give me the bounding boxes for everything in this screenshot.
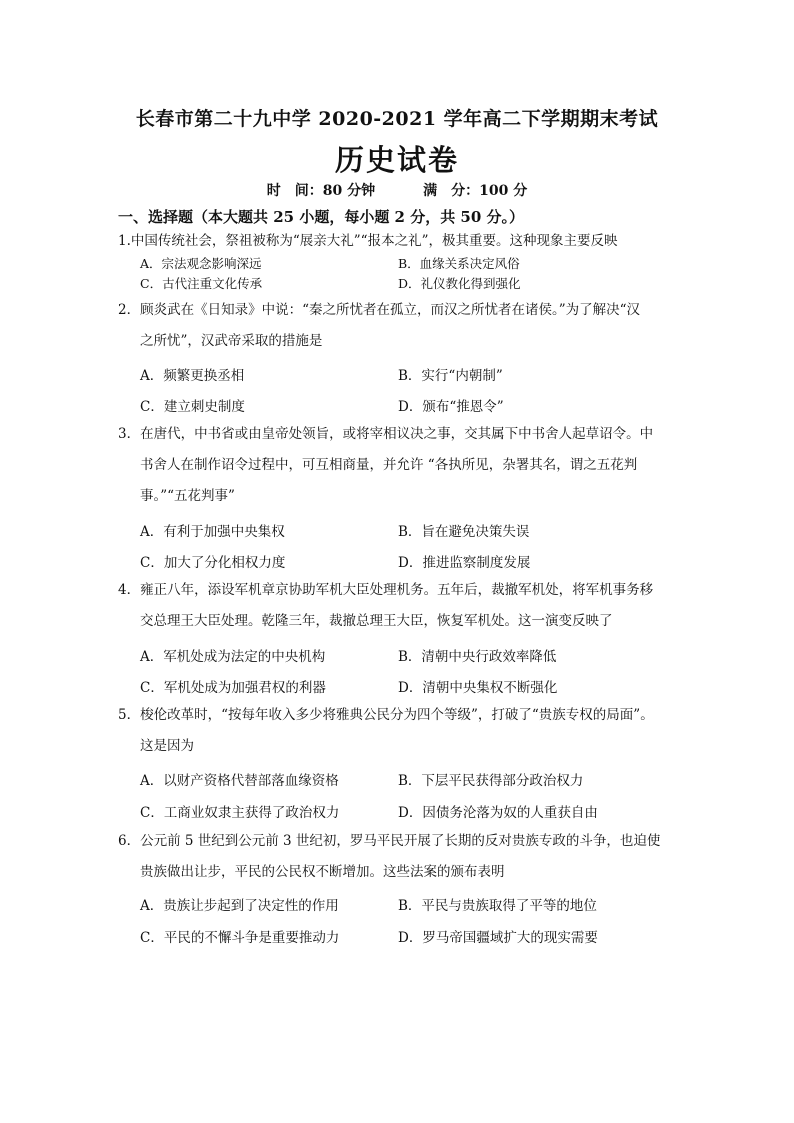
- question-stem: 4．雍正八年，添设军机章京协助军机大臣处理机务。五年后，裁撤军机处，将军机事务移: [118, 582, 654, 598]
- option-d: D．颁布“推恩令”: [398, 399, 504, 415]
- school-title: 长春市第二十九中学 2020-2021 学年高二下学期期末考试: [135, 108, 659, 130]
- option-d: D．推进监察制度发展: [398, 555, 531, 571]
- option-c: C．加大了分化相权力度: [140, 555, 286, 571]
- option-a: A．贵族让步起到了决定性的作用: [140, 898, 339, 914]
- option-d: D．因债务沦落为奴的人重获自由: [398, 805, 598, 821]
- option-c: C．建立刺史制度: [140, 399, 245, 415]
- question-stem: 5．梭伦改革时，“按每年收入多少将雅典公民分为四个等级”，打破了“贵族专权的局面”。: [118, 707, 654, 723]
- section-title: 一、选择题（本大题共 25 小题，每小题 2 分，共 50 分。）: [118, 208, 525, 226]
- question-stem: 1.中国传统社会，祭祖被称为“展亲大礼”“报本之礼”，极其重要。这种现象主要反映: [118, 233, 618, 249]
- exam-info: [0, 180, 794, 200]
- question-5: [118, 700, 680, 762]
- exam-score: 满 分：100 分: [423, 183, 528, 199]
- exam-time: 时 间：80 分钟: [266, 183, 376, 199]
- option-d: D．礼仪教化得到强化: [398, 276, 521, 291]
- question-6: [118, 826, 680, 888]
- question-4: [118, 575, 680, 637]
- question-3: [118, 419, 680, 512]
- option-a: A．频繁更换丞相: [140, 368, 245, 384]
- option-a: A．宗法观念影响深远: [140, 256, 262, 271]
- question-stem: 3．在唐代，中书省或由皇帝处领旨，或将宰相议决之事，交其属下中书舍人起草诏令。中: [118, 426, 654, 442]
- option-b: B．清朝中央行政效率降低: [398, 649, 557, 665]
- option-c: C．古代注重文化传承: [140, 276, 263, 291]
- question-stem: 这是因为: [140, 738, 194, 754]
- option-b: B．血缘关系决定风俗: [398, 256, 520, 271]
- option-a: A．有利于加强中央集权: [140, 524, 285, 540]
- option-a: A．以财产资格代替部落血缘资格: [140, 773, 339, 789]
- option-b: B．平民与贵族取得了平等的地位: [398, 898, 597, 914]
- question-stem: 贵族做出让步，平民的公民权不断增加。这些法案的颁布表明: [140, 864, 505, 880]
- option-b: B．实行“内朝制”: [398, 368, 503, 384]
- question-stem: 6．公元前 5 世纪到公元前 3 世纪初，罗马平民开展了长期的反对贵族专政的斗争，也迫使: [118, 833, 661, 849]
- question-stem: 之所忧”，汉武帝采取的措施是: [140, 333, 323, 349]
- option-c: C．军机处成为加强君权的利器: [140, 680, 326, 696]
- option-b: B．旨在避免决策失误: [398, 524, 530, 540]
- option-c: C．平民的不懈斗争是重要推动力: [140, 930, 340, 946]
- question-1: [118, 230, 680, 252]
- question-stem: 2．顾炎武在《日知录》中说：“秦之所忧者在孤立，而汉之所忧者在诸侯。”为了解决“汉: [118, 302, 641, 318]
- option-b: B．下层平民获得部分政治权力: [398, 773, 584, 789]
- question-stem: 交总理王大臣处理。乾隆三年，裁撤总理王大臣，恢复军机处。这一演变反映了: [140, 613, 613, 629]
- option-c: C．工商业奴隶主获得了政治权力: [140, 805, 340, 821]
- option-d: D．罗马帝国疆域扩大的现实需要: [398, 930, 598, 946]
- option-a: A．军机处成为法定的中央机构: [140, 649, 326, 665]
- question-stem: 事。”“五花判事”: [140, 488, 235, 504]
- option-d: D．清朝中央集权不断强化: [398, 680, 558, 696]
- subject-title: 历史试卷: [334, 143, 459, 177]
- question-stem: 书舍人在制作诏令过程中，可互相商量，并允许 “各执所见，杂署其名，谓之五花判: [140, 457, 638, 473]
- question-2: [118, 295, 680, 357]
